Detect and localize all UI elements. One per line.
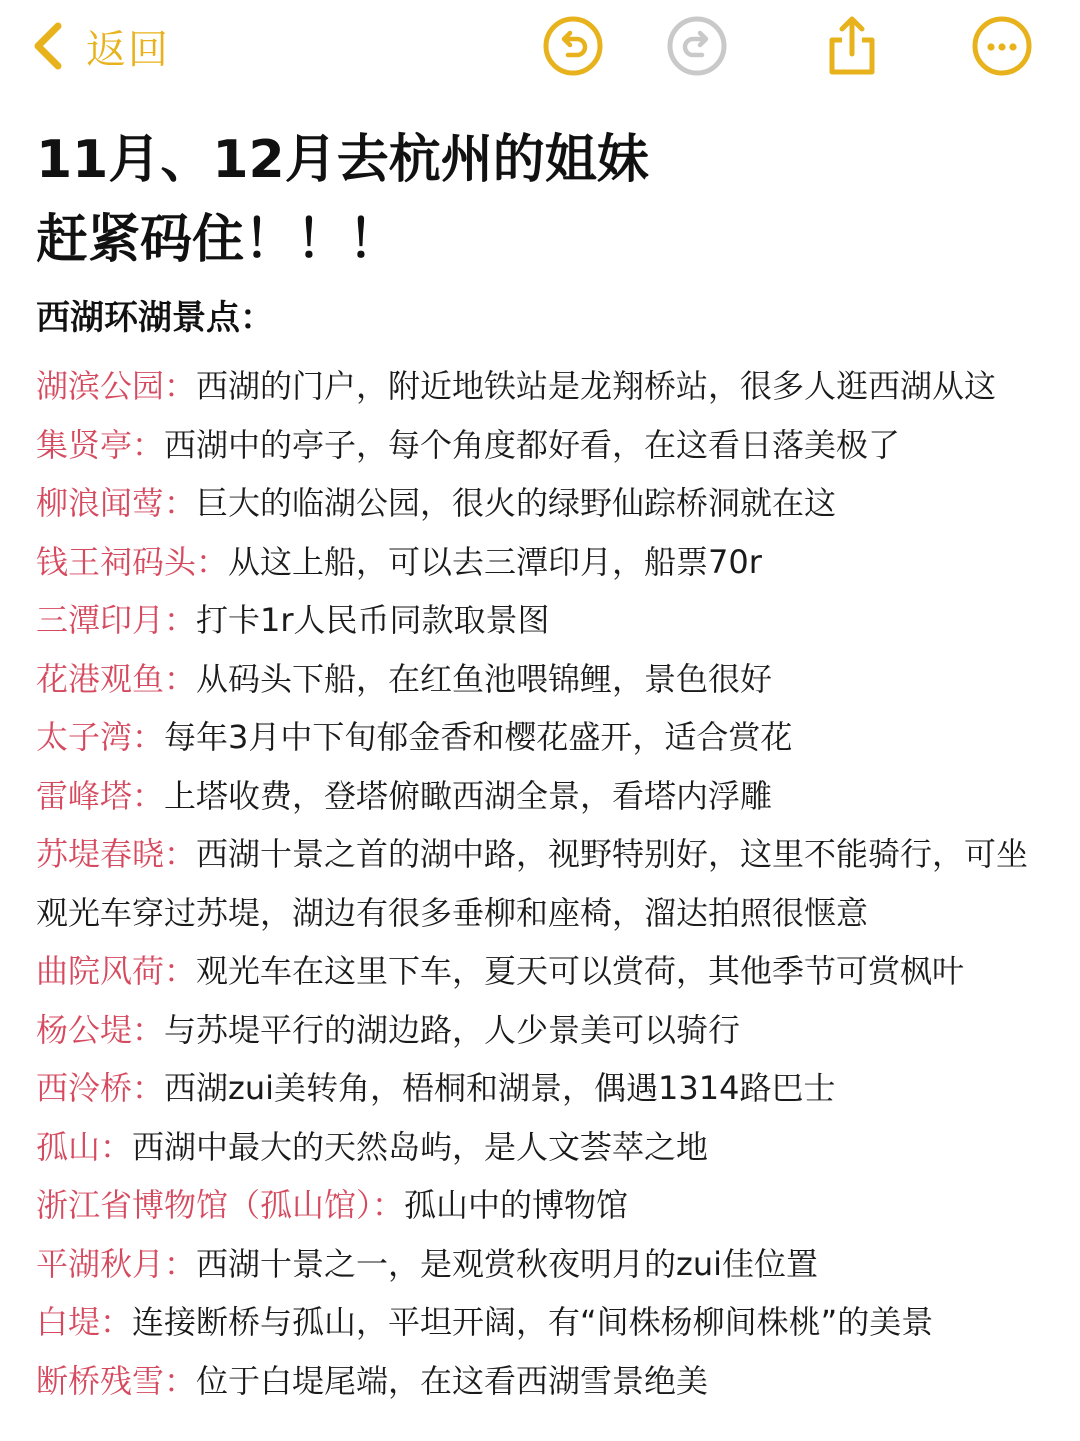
- more-button[interactable]: [970, 14, 1034, 78]
- attraction-name: 白堤: [36, 1303, 101, 1341]
- redo-button[interactable]: [665, 14, 729, 78]
- section-heading: 西湖环湖景点：: [36, 298, 274, 338]
- attraction-name: 花港观鱼: [36, 659, 165, 698]
- list-item: 杨公堤：与苏堤平行的湖边路，人少景美可以骑行: [36, 1010, 741, 1049]
- attraction-name: 孤山: [36, 1127, 101, 1166]
- attraction-desc: 西湖十景之一，是观赏秋夜明月的zui佳位置: [196, 1244, 819, 1283]
- list-item: 柳浪闻莺：巨大的临湖公园，很火的绿野仙踪桥洞就在这: [36, 484, 837, 522]
- list-item: 湖滨公园：西湖的门户，附近地铁站是龙翔桥站，很多人逛西湖从这: [36, 367, 997, 405]
- attraction-name: 雷峰塔: [36, 776, 133, 815]
- chevron-left-icon: [30, 21, 64, 71]
- attraction-list[interactable]: [36, 357, 1048, 1410]
- attraction-name: 湖滨公园: [36, 367, 165, 405]
- back-button[interactable]: [30, 14, 170, 78]
- attraction-desc: 上塔收费，登塔俯瞰西湖全景，看塔内浮雕: [164, 776, 773, 815]
- attraction-name: 三潭印月: [36, 601, 165, 639]
- attraction-desc: 西湖中最大的天然岛屿，是人文荟萃之地: [132, 1127, 709, 1166]
- list-item: 白堤：连接断桥与孤山，平坦开阔，有“间株杨柳间株桃”的美景: [36, 1303, 934, 1341]
- title-line-1: 11月、12月去杭州的姐妹: [36, 130, 649, 190]
- attraction-desc: 从这上船，可以去三潭印月，船票70r: [228, 542, 762, 581]
- attraction-name: 集贤亭: [36, 425, 133, 464]
- note-title[interactable]: [36, 120, 1046, 280]
- redo-icon: [665, 14, 729, 78]
- list-item: 太子湾：每年3月中下旬郁金香和樱花盛开，适合赏花: [36, 718, 793, 756]
- attraction-name: 杨公堤: [36, 1010, 133, 1049]
- attraction-name: 钱王祠码头: [36, 542, 197, 581]
- share-button[interactable]: [820, 14, 884, 78]
- attraction-desc: 从码头下船，在红鱼池喂锦鲤，景色很好: [196, 659, 773, 698]
- attraction-desc: 西湖的门户，附近地铁站是龙翔桥站，很多人逛西湖从这: [196, 367, 997, 405]
- undo-icon: [541, 14, 605, 78]
- list-item: 钱王祠码头：从这上船，可以去三潭印月，船票70r: [36, 542, 762, 581]
- attraction-name: 平湖秋月: [36, 1244, 165, 1283]
- undo-button[interactable]: [541, 14, 605, 78]
- attraction-desc: 西湖zui美转角，梧桐和湖景，偶遇1314路巴士: [164, 1069, 836, 1107]
- attraction-name: 西泠桥: [36, 1069, 133, 1107]
- list-item: 浙江省博物馆（孤山馆）：孤山中的博物馆: [36, 1186, 629, 1224]
- attraction-name: 浙江省博物馆（孤山馆）: [36, 1186, 373, 1224]
- list-item: 集贤亭：西湖中的亭子，每个角度都好看，在这看日落美极了: [36, 425, 901, 464]
- list-item: 雷峰塔：上塔收费，登塔俯瞰西湖全景，看塔内浮雕: [36, 776, 773, 815]
- note-toolbar: [0, 0, 1080, 96]
- list-item: 西泠桥：西湖zui美转角，梧桐和湖景，偶遇1314路巴士: [36, 1069, 836, 1107]
- back-label: 返回: [86, 26, 170, 73]
- list-item: 断桥残雪：位于白堤尾端，在这看西湖雪景绝美: [36, 1361, 709, 1400]
- attraction-desc: 孤山中的博物馆: [404, 1186, 629, 1224]
- share-icon: [820, 14, 884, 78]
- attraction-desc: 西湖中的亭子，每个角度都好看，在这看日落美极了: [164, 425, 901, 464]
- list-item: 苏堤春晓：西湖十景之首的湖中路，视野特别好，这里不能骑行，可坐观光车穿过苏堤，湖边有很多垂柳和座椅，溜达拍照很惬意: [36, 835, 1029, 932]
- list-item: 花港观鱼：从码头下船，在红鱼池喂锦鲤，景色很好: [36, 659, 773, 698]
- attraction-desc: 位于白堤尾端，在这看西湖雪景绝美: [196, 1361, 709, 1400]
- attraction-desc: 西湖十景之首的湖中路，视野特别好，这里不能骑行，可坐观光车穿过苏堤，湖边有很多垂柳和座椅，溜达拍照很惬意: [36, 835, 1029, 932]
- attraction-name: 太子湾: [36, 718, 133, 756]
- more-icon: [970, 14, 1034, 78]
- attraction-desc: 打卡1r人民币同款取景图: [196, 601, 550, 639]
- attraction-desc: 每年3月中下旬郁金香和樱花盛开，适合赏花: [164, 718, 793, 756]
- attraction-desc: 巨大的临湖公园，很火的绿野仙踪桥洞就在这: [196, 484, 837, 522]
- attraction-desc: 连接断桥与孤山，平坦开阔，有“间株杨柳间株桃”的美景: [132, 1303, 934, 1341]
- attraction-name: 曲院风荷: [36, 952, 165, 990]
- list-item: 曲院风荷：观光车在这里下车，夏天可以赏荷，其他季节可赏枫叶: [36, 952, 965, 990]
- title-line-2: 赶紧码住！！！: [36, 210, 401, 270]
- attraction-name: 苏堤春晓: [36, 835, 165, 873]
- attraction-name: 柳浪闻莺: [36, 484, 165, 522]
- attraction-desc: 与苏堤平行的湖边路，人少景美可以骑行: [164, 1010, 741, 1049]
- list-item: 平湖秋月：西湖十景之一，是观赏秋夜明月的zui佳位置: [36, 1244, 819, 1283]
- list-item: 孤山：西湖中最大的天然岛屿，是人文荟萃之地: [36, 1127, 709, 1166]
- attraction-desc: 观光车在这里下车，夏天可以赏荷，其他季节可赏枫叶: [196, 952, 965, 990]
- attraction-name: 断桥残雪: [36, 1361, 165, 1400]
- list-item: 三潭印月：打卡1r人民币同款取景图: [36, 601, 550, 639]
